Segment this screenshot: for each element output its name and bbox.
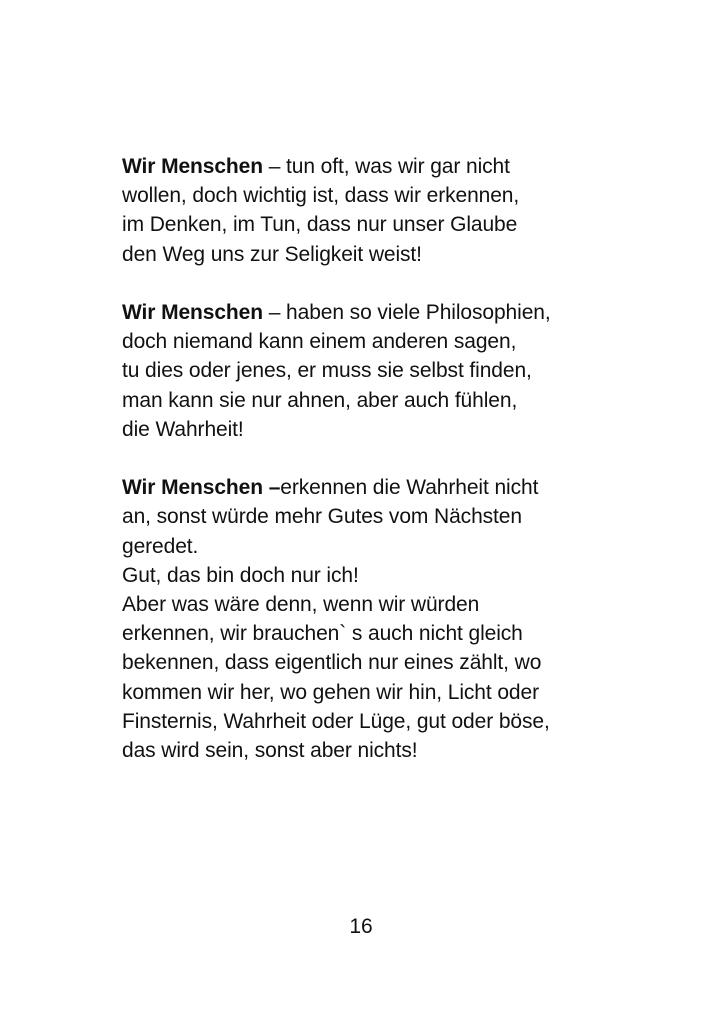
poem-line: das wird sein, sonst aber nichts!	[122, 739, 418, 763]
poem-line: Gut, das bin doch nur ich!	[122, 563, 359, 587]
stanza-heading: Wir Menschen –	[122, 476, 281, 500]
poem-line: kommen wir her, wo gehen wir hin, Licht oder	[122, 680, 539, 704]
poem-line: im Denken, im Tun, dass nur unser Glaube	[122, 213, 518, 237]
poem-line	[122, 473, 592, 502]
poem-line: doch niemand kann einem anderen sagen,	[122, 330, 517, 354]
stanza-heading: Wir Menschen	[122, 155, 263, 178]
line-text: – tun oft, was wir gar nicht	[262, 155, 510, 178]
poem-line: geredet.	[122, 534, 199, 558]
stanza-3	[122, 473, 592, 765]
poem-line: wollen, doch wichtig ist, dass wir erkennen,	[122, 184, 520, 208]
poem-line: man kann sie nur ahnen, aber auch fühlen,	[122, 388, 518, 412]
stanza-2	[122, 298, 592, 444]
poem-line: bekennen, dass eigentlich nur eines zählt, wo	[122, 651, 542, 675]
poem-text	[122, 152, 592, 765]
page-number: 16	[349, 915, 373, 938]
stanza-1	[122, 152, 592, 269]
line-text: erkennen die Wahrheit nicht	[280, 476, 539, 500]
poem-line: Finsternis, Wahrheit oder Lüge, gut oder böse,	[122, 709, 550, 733]
line-text: – haben so viele Philosophien,	[262, 301, 551, 324]
poem-line: Aber was wäre denn, wenn wir würden	[122, 593, 480, 617]
poem-line: den Weg uns zur Seligkeit weist!	[122, 242, 422, 266]
stanza-heading: Wir Menschen	[122, 301, 263, 324]
poem-line: an, sonst würde mehr Gutes vom Nächsten	[122, 505, 522, 529]
poem-line: tu dies oder jenes, er muss sie selbst finden,	[122, 359, 532, 383]
poem-line: erkennen, wir brauchen` s auch nicht gleich	[122, 622, 523, 646]
poem-line	[122, 152, 592, 181]
poem-line: die Wahrheit!	[122, 417, 244, 441]
poem-line	[122, 298, 592, 327]
